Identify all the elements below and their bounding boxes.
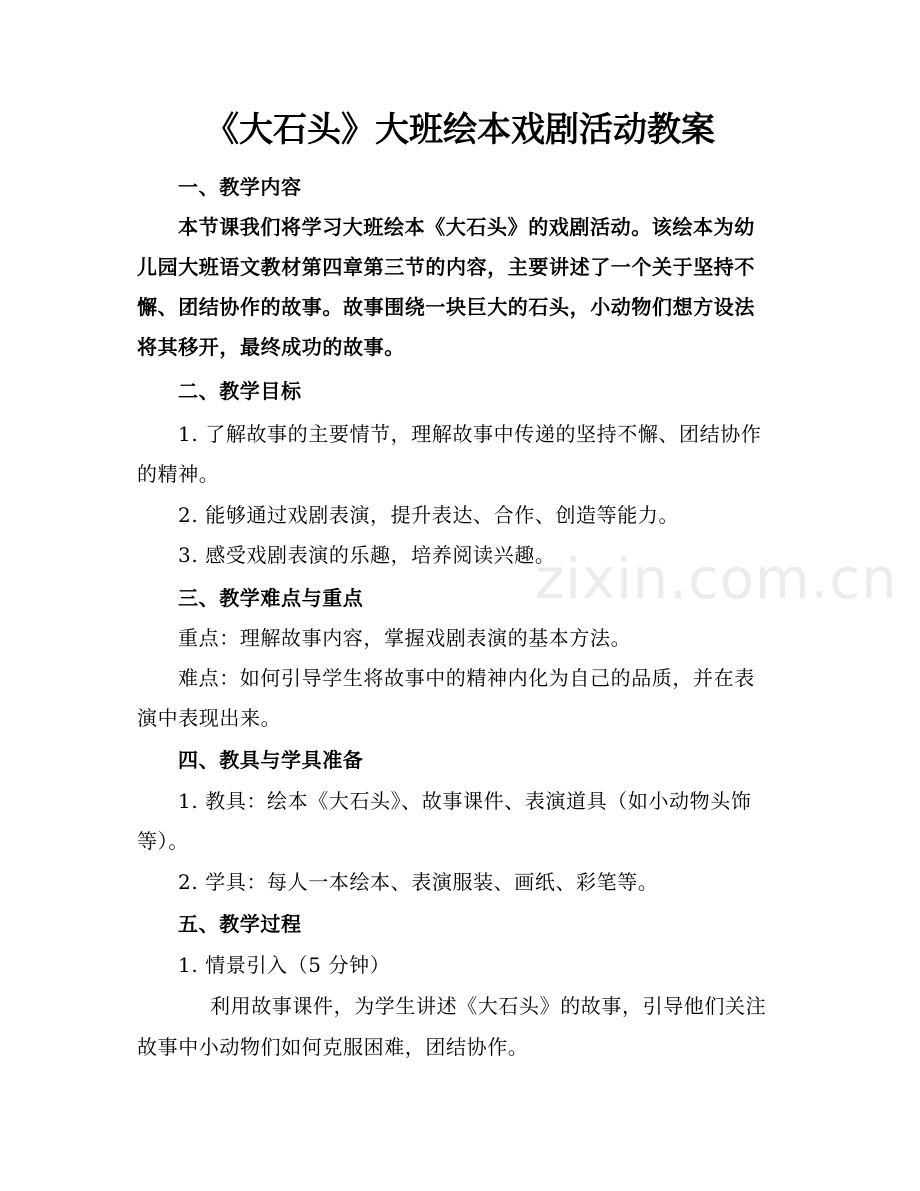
paragraph-line: 演中表现出来。 <box>137 706 282 730</box>
paragraph-line: 懈、团结协作的故事。故事围绕一块巨大的石头，小动物们想方设法 <box>137 295 755 319</box>
paragraph-line: 3. 感受戏剧表演的乐趣，培养阅读兴趣。 <box>178 543 556 567</box>
paragraph-line: 等）。 <box>137 829 189 853</box>
paragraph-line: 的精神。 <box>137 462 220 486</box>
section-heading-process: 五、教学过程 <box>178 912 302 936</box>
section-heading-materials: 四、教具与学具准备 <box>178 748 364 772</box>
paragraph-line: 2. 学具：每人一本绘本、表演服装、画纸、彩笔等。 <box>178 870 659 894</box>
paragraph-line: 1. 了解故事的主要情节，理解故事中传递的坚持不懈、团结协作 <box>178 422 762 446</box>
paragraph-line: 利用故事课件，为学生讲述《大石头》的故事，引导他们关注 <box>210 994 767 1018</box>
section-heading-objectives: 二、教学目标 <box>178 379 302 403</box>
paragraph-line: 本节课我们将学习大班绘本《大石头》的戏剧活动。该绘本为幼 <box>178 215 755 239</box>
paragraph-line: 重点：理解故事内容，掌握戏剧表演的基本方法。 <box>178 626 632 650</box>
document-title: 《大石头》大班绘本戏剧活动教案 <box>205 110 715 150</box>
paragraph-line: 儿园大班语文教材第四章第三节的内容，主要讲述了一个关于坚持不 <box>137 255 755 279</box>
paragraph-line: 1. 教具：绘本《大石头》、故事课件、表演道具（如小动物头饰 <box>178 789 752 813</box>
paragraph-line: 故事中小动物们如何克服困难，团结协作。 <box>137 1035 529 1059</box>
watermark: zixin.com.cn <box>535 547 898 612</box>
paragraph-line: 2. 能够通过戏剧表演，提升表达、合作、创造等能力。 <box>178 503 680 527</box>
section-heading-content: 一、教学内容 <box>178 175 302 199</box>
paragraph-line: 难点：如何引导学生将故事中的精神内化为自己的品质，并在表 <box>178 666 755 690</box>
paragraph-line: 将其移开，最终成功的故事。 <box>137 335 405 359</box>
paragraph-line: 1. 情景引入（5 分钟） <box>178 953 391 977</box>
section-heading-difficulty: 三、教学难点与重点 <box>178 586 364 610</box>
